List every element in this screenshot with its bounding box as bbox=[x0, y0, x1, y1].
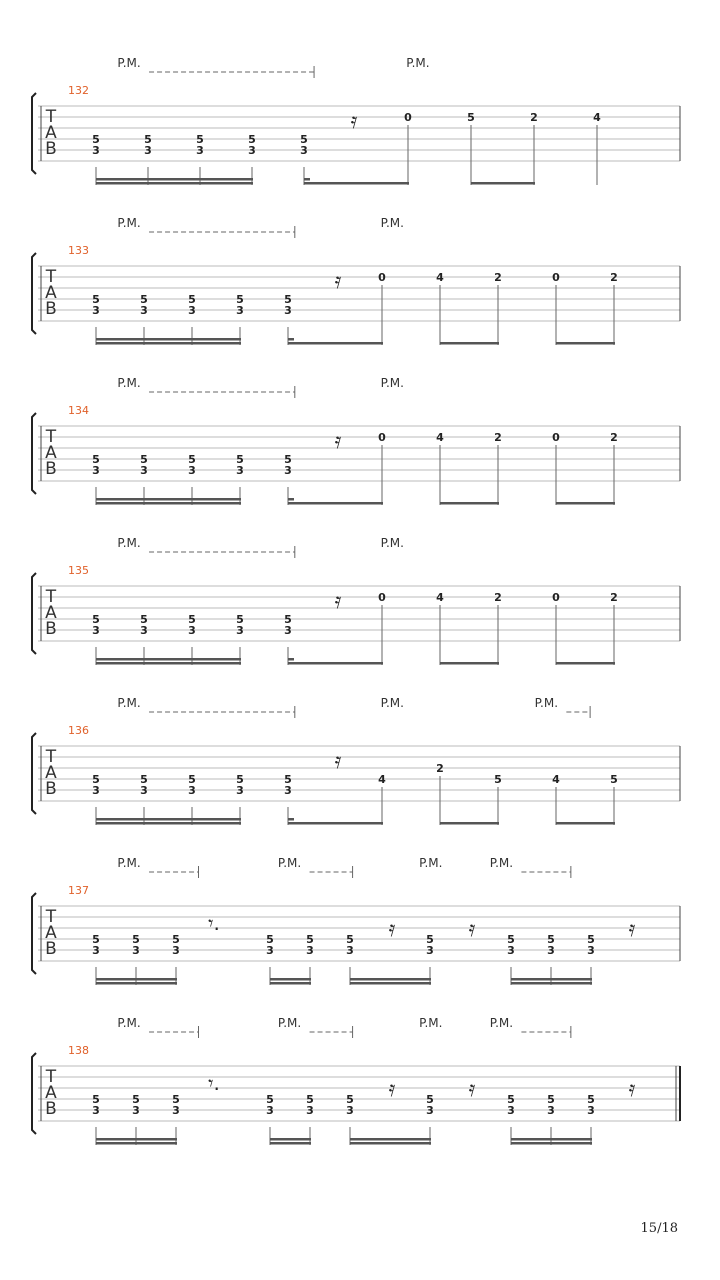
fret-number: 5 bbox=[266, 1093, 274, 1106]
fret-number: 5 bbox=[140, 613, 148, 626]
palm-mute-label: P.M. bbox=[117, 376, 141, 390]
fret-number: 3 bbox=[92, 464, 100, 477]
beam bbox=[440, 822, 499, 825]
sixteenth-rest: 𝄿 bbox=[334, 749, 342, 774]
measure-number: 132 bbox=[68, 84, 89, 97]
fret-number: 3 bbox=[140, 624, 148, 637]
fret-number: 5 bbox=[188, 293, 196, 306]
fret-number: 3 bbox=[587, 1104, 595, 1117]
fret-number: 5 bbox=[92, 1093, 100, 1106]
beam bbox=[270, 982, 311, 985]
fret-number: 3 bbox=[132, 944, 140, 957]
fret-number: 5 bbox=[196, 133, 204, 146]
tab-clef-letter: A bbox=[45, 123, 57, 143]
tab-clef-letter: A bbox=[45, 283, 57, 303]
beam bbox=[96, 818, 241, 821]
fret-number: 3 bbox=[92, 784, 100, 797]
palm-mute-label: P.M. bbox=[406, 56, 430, 70]
fret-number: 2 bbox=[610, 431, 618, 444]
tab-clef-letter: B bbox=[45, 939, 57, 959]
fret-number: 3 bbox=[196, 144, 204, 157]
measure-132 bbox=[32, 56, 680, 185]
beam bbox=[556, 502, 615, 505]
measure-number: 136 bbox=[68, 724, 89, 737]
fret-number: 5 bbox=[172, 933, 180, 946]
fret-number: 3 bbox=[132, 1104, 140, 1117]
tab-clef-letter: A bbox=[45, 1083, 57, 1103]
fret-number: 5 bbox=[92, 613, 100, 626]
measure-137 bbox=[32, 856, 680, 985]
fret-number: 5 bbox=[92, 453, 100, 466]
measure-136 bbox=[32, 696, 680, 825]
beam bbox=[96, 182, 253, 185]
fret-number: 5 bbox=[426, 933, 434, 946]
fret-number: 0 bbox=[378, 431, 386, 444]
beam bbox=[288, 822, 383, 825]
fret-number: 5 bbox=[610, 773, 618, 786]
fret-number: 4 bbox=[436, 431, 444, 444]
fret-number: 3 bbox=[346, 1104, 354, 1117]
fret-number: 5 bbox=[188, 613, 196, 626]
fret-number: 3 bbox=[92, 1104, 100, 1117]
beam bbox=[288, 342, 383, 345]
fret-number: 3 bbox=[188, 304, 196, 317]
fret-number: 0 bbox=[552, 591, 560, 604]
fret-number: 3 bbox=[236, 784, 244, 797]
fret-number: 3 bbox=[587, 944, 595, 957]
tab-clef-letter: T bbox=[45, 1067, 57, 1087]
beam-stub bbox=[288, 498, 294, 501]
fret-number: 3 bbox=[140, 464, 148, 477]
fret-number: 0 bbox=[552, 431, 560, 444]
fret-number: 3 bbox=[266, 1104, 274, 1117]
fret-number: 5 bbox=[507, 1093, 515, 1106]
tab-clef-letter: A bbox=[45, 443, 57, 463]
tab-clef-letter: A bbox=[45, 763, 57, 783]
sixteenth-rest: 𝄿 bbox=[388, 1077, 396, 1102]
fret-number: 3 bbox=[547, 1104, 555, 1117]
beam bbox=[304, 182, 409, 185]
fret-number: 5 bbox=[188, 453, 196, 466]
fret-number: 4 bbox=[436, 591, 444, 604]
fret-number: 3 bbox=[236, 304, 244, 317]
fret-number: 5 bbox=[92, 933, 100, 946]
tab-clef-letter: T bbox=[45, 427, 57, 447]
beam bbox=[96, 338, 241, 341]
fret-number: 5 bbox=[426, 1093, 434, 1106]
dotted-eighth-rest: 𝄾. bbox=[208, 1071, 220, 1095]
tab-clef-letter: T bbox=[45, 587, 57, 607]
tab-clef-letter: A bbox=[45, 923, 57, 943]
beam bbox=[511, 982, 592, 985]
dotted-eighth-rest: 𝄾. bbox=[208, 911, 220, 935]
fret-number: 3 bbox=[236, 624, 244, 637]
tab-clef-letter: B bbox=[45, 459, 57, 479]
sixteenth-rest: 𝄿 bbox=[334, 589, 342, 614]
tab-clef-letter: T bbox=[45, 907, 57, 927]
fret-number: 3 bbox=[306, 1104, 314, 1117]
beam bbox=[270, 1142, 311, 1145]
fret-number: 3 bbox=[144, 144, 152, 157]
sixteenth-rest: 𝄿 bbox=[628, 1077, 636, 1102]
fret-number: 3 bbox=[507, 944, 515, 957]
fret-number: 3 bbox=[284, 304, 292, 317]
tab-clef-letter: B bbox=[45, 619, 57, 639]
measure-number: 137 bbox=[68, 884, 89, 897]
fret-number: 3 bbox=[426, 1104, 434, 1117]
measure-number: 135 bbox=[68, 564, 89, 577]
fret-number: 5 bbox=[284, 293, 292, 306]
fret-number: 5 bbox=[172, 1093, 180, 1106]
fret-number: 3 bbox=[346, 944, 354, 957]
system-bracket bbox=[32, 413, 36, 494]
fret-number: 2 bbox=[610, 591, 618, 604]
fret-number: 3 bbox=[92, 624, 100, 637]
beam bbox=[96, 178, 253, 181]
fret-number: 5 bbox=[507, 933, 515, 946]
fret-number: 5 bbox=[248, 133, 256, 146]
sixteenth-rest: 𝄿 bbox=[350, 109, 358, 134]
fret-number: 3 bbox=[188, 784, 196, 797]
fret-number: 3 bbox=[426, 944, 434, 957]
palm-mute-label: P.M. bbox=[117, 216, 141, 230]
beam bbox=[440, 662, 499, 665]
palm-mute-label: P.M. bbox=[277, 1016, 302, 1030]
sixteenth-rest: 𝄿 bbox=[468, 917, 476, 942]
system-bracket bbox=[32, 253, 36, 334]
fret-number: 2 bbox=[494, 431, 502, 444]
fret-number: 5 bbox=[236, 453, 244, 466]
sixteenth-rest: 𝄿 bbox=[388, 917, 396, 942]
fret-number: 0 bbox=[552, 271, 560, 284]
fret-number: 5 bbox=[300, 133, 308, 146]
fret-number: 5 bbox=[140, 453, 148, 466]
system-bracket bbox=[32, 1053, 36, 1134]
fret-number: 5 bbox=[144, 133, 152, 146]
fret-number: 5 bbox=[547, 933, 555, 946]
beam bbox=[511, 1142, 592, 1145]
fret-number: 5 bbox=[284, 613, 292, 626]
measure-135 bbox=[32, 536, 680, 665]
fret-number: 5 bbox=[236, 293, 244, 306]
palm-mute-label: P.M. bbox=[117, 856, 141, 870]
fret-number: 0 bbox=[404, 111, 412, 124]
fret-number: 5 bbox=[306, 1093, 314, 1106]
measure-133 bbox=[32, 216, 680, 345]
sixteenth-rest: 𝄿 bbox=[334, 429, 342, 454]
system-bracket bbox=[32, 93, 36, 174]
beam bbox=[96, 982, 177, 985]
fret-number: 2 bbox=[436, 762, 444, 775]
beam bbox=[96, 498, 241, 501]
fret-number: 5 bbox=[236, 613, 244, 626]
fret-number: 5 bbox=[132, 1093, 140, 1106]
beam bbox=[440, 502, 499, 505]
fret-number: 3 bbox=[300, 144, 308, 157]
palm-mute-label: P.M. bbox=[489, 856, 514, 870]
beam bbox=[350, 982, 431, 985]
beam bbox=[96, 978, 177, 981]
beam bbox=[96, 342, 241, 345]
beam bbox=[350, 1138, 431, 1141]
beam bbox=[556, 662, 615, 665]
tab-clef-letter: B bbox=[45, 299, 57, 319]
beam bbox=[96, 502, 241, 505]
sixteenth-rest: 𝄿 bbox=[334, 269, 342, 294]
beam bbox=[471, 182, 535, 185]
fret-number: 2 bbox=[610, 271, 618, 284]
sixteenth-rest: 𝄿 bbox=[468, 1077, 476, 1102]
palm-mute-label: P.M. bbox=[277, 856, 302, 870]
fret-number: 4 bbox=[436, 271, 444, 284]
fret-number: 0 bbox=[378, 591, 386, 604]
beam-stub bbox=[288, 658, 294, 661]
fret-number: 5 bbox=[467, 111, 475, 124]
beam bbox=[288, 502, 383, 505]
fret-number: 3 bbox=[306, 944, 314, 957]
beam bbox=[556, 342, 615, 345]
measure-number: 134 bbox=[68, 404, 89, 417]
beam bbox=[511, 1138, 592, 1141]
beam-stub bbox=[304, 178, 310, 181]
beam bbox=[556, 822, 615, 825]
page-number: 15/18 bbox=[640, 1221, 678, 1236]
fret-number: 2 bbox=[530, 111, 538, 124]
fret-number: 5 bbox=[140, 293, 148, 306]
fret-number: 3 bbox=[92, 944, 100, 957]
palm-mute-label: P.M. bbox=[489, 1016, 514, 1030]
fret-number: 5 bbox=[587, 1093, 595, 1106]
fret-number: 3 bbox=[92, 304, 100, 317]
tab-clef-letter: B bbox=[45, 1099, 57, 1119]
measure-138 bbox=[32, 1016, 680, 1145]
fret-number: 5 bbox=[92, 293, 100, 306]
palm-mute-label: P.M. bbox=[380, 376, 404, 390]
beam bbox=[270, 1138, 311, 1141]
fret-number: 4 bbox=[378, 773, 386, 786]
beam bbox=[96, 1142, 177, 1145]
palm-mute-label: P.M. bbox=[117, 56, 141, 70]
tab-clef-letter: B bbox=[45, 779, 57, 799]
beam bbox=[96, 1138, 177, 1141]
fret-number: 3 bbox=[266, 944, 274, 957]
beam-stub bbox=[288, 338, 294, 341]
system-bracket bbox=[32, 893, 36, 974]
tab-clef-letter: A bbox=[45, 603, 57, 623]
palm-mute-label: P.M. bbox=[419, 856, 443, 870]
fret-number: 3 bbox=[140, 784, 148, 797]
fret-number: 5 bbox=[547, 1093, 555, 1106]
beam bbox=[96, 822, 241, 825]
tab-clef-letter: B bbox=[45, 139, 57, 159]
beam bbox=[350, 1142, 431, 1145]
measure-number: 133 bbox=[68, 244, 89, 257]
measure-134 bbox=[32, 376, 680, 505]
fret-number: 3 bbox=[236, 464, 244, 477]
beam bbox=[270, 978, 311, 981]
fret-number: 5 bbox=[132, 933, 140, 946]
palm-mute-label: P.M. bbox=[380, 696, 404, 710]
fret-number: 5 bbox=[346, 933, 354, 946]
fret-number: 5 bbox=[284, 773, 292, 786]
fret-number: 3 bbox=[284, 464, 292, 477]
fret-number: 3 bbox=[188, 624, 196, 637]
palm-mute-label: P.M. bbox=[534, 696, 559, 710]
fret-number: 5 bbox=[346, 1093, 354, 1106]
beam bbox=[96, 662, 241, 665]
beam bbox=[350, 978, 431, 981]
fret-number: 4 bbox=[593, 111, 601, 124]
fret-number: 5 bbox=[140, 773, 148, 786]
fret-number: 3 bbox=[188, 464, 196, 477]
fret-number: 5 bbox=[236, 773, 244, 786]
beam bbox=[440, 342, 499, 345]
beam bbox=[96, 658, 241, 661]
beam bbox=[511, 978, 592, 981]
fret-number: 3 bbox=[284, 624, 292, 637]
fret-number: 3 bbox=[284, 784, 292, 797]
palm-mute-label: P.M. bbox=[380, 536, 404, 550]
palm-mute-label: P.M. bbox=[380, 216, 404, 230]
fret-number: 3 bbox=[140, 304, 148, 317]
fret-number: 3 bbox=[547, 944, 555, 957]
fret-number: 5 bbox=[266, 933, 274, 946]
fret-number: 3 bbox=[507, 1104, 515, 1117]
fret-number: 5 bbox=[188, 773, 196, 786]
fret-number: 5 bbox=[494, 773, 502, 786]
tab-clef-letter: T bbox=[45, 747, 57, 767]
fret-number: 5 bbox=[284, 453, 292, 466]
measure-number: 138 bbox=[68, 1044, 89, 1057]
fret-number: 2 bbox=[494, 591, 502, 604]
tab-clef-letter: T bbox=[45, 107, 57, 127]
fret-number: 2 bbox=[494, 271, 502, 284]
fret-number: 3 bbox=[172, 1104, 180, 1117]
beam bbox=[288, 662, 383, 665]
palm-mute-label: P.M. bbox=[117, 696, 141, 710]
sixteenth-rest: 𝄿 bbox=[628, 917, 636, 942]
fret-number: 3 bbox=[92, 144, 100, 157]
tab-clef-letter: T bbox=[45, 267, 57, 287]
fret-number: 5 bbox=[306, 933, 314, 946]
palm-mute-label: P.M. bbox=[117, 536, 141, 550]
fret-number: 4 bbox=[552, 773, 560, 786]
fret-number: 3 bbox=[248, 144, 256, 157]
system-bracket bbox=[32, 733, 36, 814]
system-bracket bbox=[32, 573, 36, 654]
fret-number: 0 bbox=[378, 271, 386, 284]
fret-number: 3 bbox=[172, 944, 180, 957]
fret-number: 5 bbox=[587, 933, 595, 946]
palm-mute-label: P.M. bbox=[117, 1016, 141, 1030]
fret-number: 5 bbox=[92, 133, 100, 146]
fret-number: 5 bbox=[92, 773, 100, 786]
palm-mute-label: P.M. bbox=[419, 1016, 443, 1030]
beam-stub bbox=[288, 818, 294, 821]
